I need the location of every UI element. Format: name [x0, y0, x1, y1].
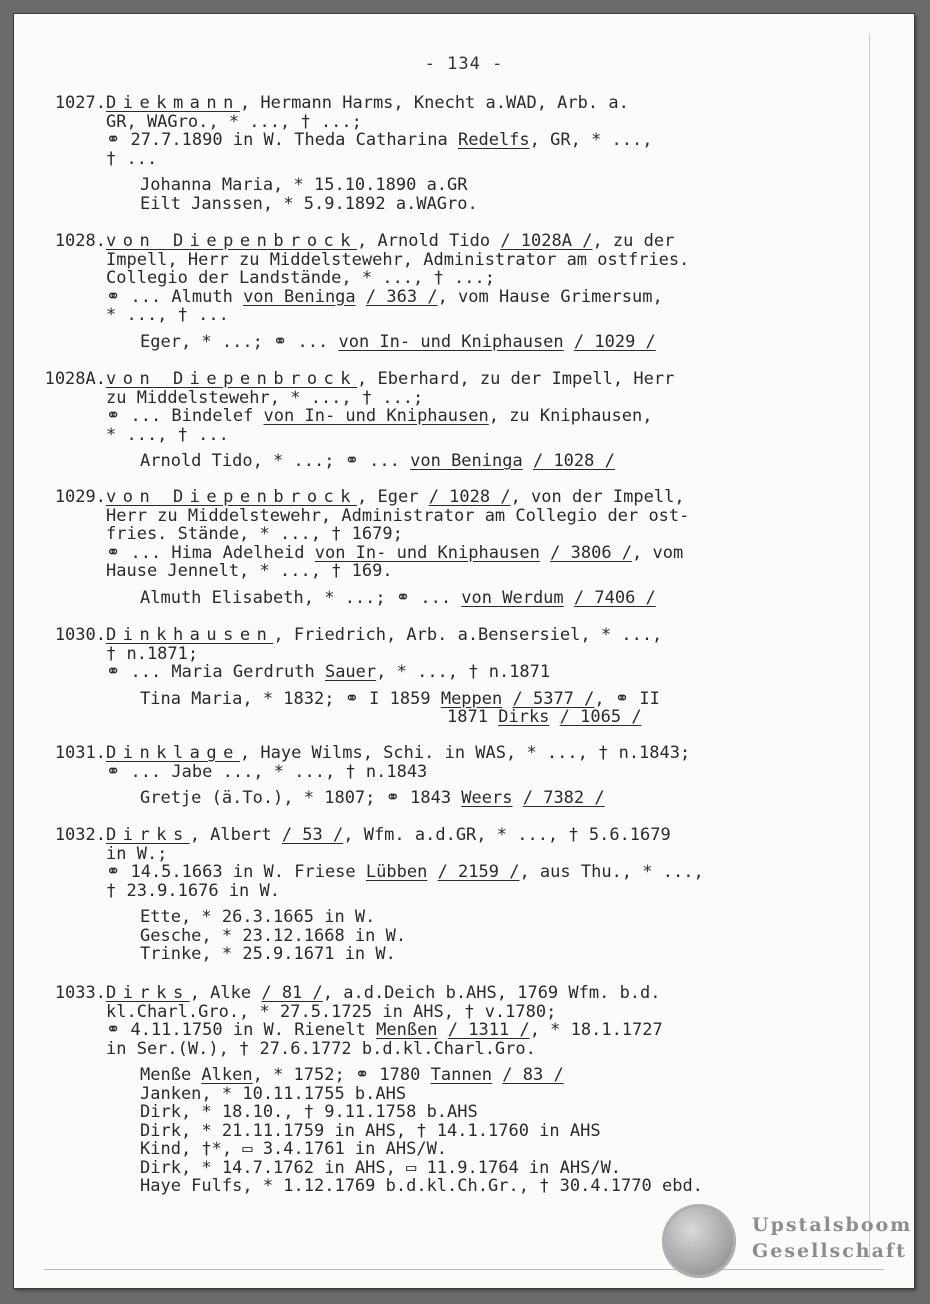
cross-reference: / 1028 /	[532, 451, 615, 471]
text-run: fries. Stände, * ..., † 1679;	[106, 524, 403, 544]
text-run: Ette, * 26.3.1665 in W.	[140, 907, 376, 927]
text-run: * ..., † ...	[106, 424, 229, 445]
entry-line	[106, 663, 662, 682]
cross-reference: / 7382 /	[522, 788, 605, 808]
cross-reference: / 1028 /	[428, 487, 511, 507]
text-run: ⚭ ... Almuth	[106, 286, 244, 307]
cross-reference: Lübben	[365, 862, 428, 882]
text-run: 1871	[140, 707, 499, 727]
cross-reference: / 53 /	[281, 825, 344, 845]
document-page	[14, 14, 914, 1288]
text-run: Johanna Maria, * 15.10.1890 a.GR	[140, 175, 468, 195]
cross-reference: / 363 /	[365, 286, 438, 307]
child-line	[106, 1066, 703, 1085]
entry-body	[106, 370, 674, 471]
cross-reference: / 1311 /	[447, 1020, 530, 1040]
text-run: Menße	[140, 1065, 202, 1085]
text-run: , aus Thu., * ...,	[519, 862, 704, 882]
child-line	[106, 176, 652, 195]
child-line	[106, 589, 689, 608]
text-run: ⚭ 14.5.1663 in W. Friese	[106, 862, 366, 882]
text-run: Tina Maria, * 1832; ⚭ I 1859	[140, 688, 441, 709]
text-run: ⚭ 4.11.1750 in W. Rienelt	[106, 1020, 377, 1040]
logo-text	[752, 1212, 912, 1264]
entry-line	[106, 544, 689, 563]
text-run: † 23.9.1676 in W.	[106, 880, 280, 901]
entry-line	[106, 251, 689, 270]
text-run: , von der Impell,	[510, 487, 685, 507]
text-run	[549, 707, 559, 727]
cross-reference: von In- und Kniphausen	[338, 331, 564, 352]
child-line	[106, 789, 690, 808]
surname: Dirks	[106, 825, 190, 845]
entry-line	[106, 488, 689, 507]
text-run	[492, 1065, 502, 1085]
entry-line	[106, 507, 689, 526]
text-run: Almuth Elisabeth, * ...; ⚭ ...	[140, 587, 462, 608]
entry-line	[106, 1003, 703, 1022]
text-run	[564, 588, 574, 608]
text-run: , Eger	[357, 487, 429, 507]
entry-line	[106, 370, 674, 389]
text-run: ⚭ ... Bindelef	[106, 406, 264, 426]
text-run: Hause Jennelt, * ..., † 169.	[106, 561, 393, 581]
entry-body	[106, 826, 704, 964]
cross-reference: Tannen	[430, 1065, 493, 1085]
text-run: Impell, Herr zu Middelstewehr, Administrator am ostfries.	[106, 249, 690, 270]
child-line	[106, 195, 652, 214]
surname: Diekmann	[106, 93, 240, 113]
entry-body	[106, 488, 689, 607]
entry-line	[106, 863, 704, 882]
child-line	[106, 690, 662, 709]
text-run	[356, 287, 366, 307]
surname: Dinkhausen	[106, 625, 274, 645]
text-run: Herr zu Middelstewehr, Administrator am Collegio der ost-	[106, 505, 690, 526]
text-run: , ⚭ II	[594, 688, 660, 709]
text-run: Dirk, * 21.11.1759 in AHS, † 14.1.1760 in AHS	[140, 1120, 601, 1141]
text-run: , * 18.1.1727	[529, 1020, 663, 1040]
child-line	[106, 1103, 703, 1122]
text-run	[512, 788, 522, 808]
text-run: in W.;	[106, 843, 168, 864]
text-run: ⚭ ... Maria Gerdruth	[106, 662, 325, 682]
child-line	[106, 1140, 703, 1159]
cross-reference: von In- und Kniphausen	[263, 406, 489, 426]
entry-number: 1028.	[54, 231, 106, 251]
text-run: Gesche, * 23.12.1668 in W.	[140, 925, 407, 946]
cross-reference: / 7406 /	[573, 587, 656, 608]
cross-reference: Menßen	[376, 1020, 438, 1040]
text-run: , GR, * ...,	[529, 130, 653, 150]
entry-line	[106, 131, 652, 150]
text-run	[540, 543, 550, 563]
cross-reference: Redelfs	[458, 130, 530, 150]
text-run: Haye Fulfs, * 1.12.1769 b.d.kl.Ch.Gr., † 30.4.1770 ebd.	[140, 1176, 703, 1196]
text-run: Gretje (ä.To.), * 1807; ⚭ 1843	[140, 788, 462, 808]
surname: Dirks	[106, 983, 190, 1003]
cross-reference: Sauer	[324, 662, 377, 682]
upstalsboom-logo	[662, 1202, 922, 1282]
text-run: , Wfm. a.d.GR, * ..., † 5.6.1679	[343, 825, 671, 845]
entry-line	[106, 150, 652, 169]
entry-line	[106, 288, 689, 307]
entry-line	[106, 763, 690, 782]
entry-body	[106, 94, 652, 213]
entry-body	[106, 744, 690, 808]
text-run: Kind, †*, ▭ 3.4.1761 in AHS/W.	[140, 1139, 448, 1159]
text-run: , Friedrich, Arb. a.Bensersiel, * ...,	[273, 625, 663, 645]
text-run: , Albert	[189, 825, 282, 845]
entry-line	[106, 389, 674, 408]
child-line	[106, 1159, 703, 1178]
text-run: kl.Charl.Gro., * 27.5.1725 in AHS, † v.1780;	[106, 1001, 557, 1022]
entry-line	[106, 845, 704, 864]
entry-line	[106, 645, 662, 664]
entry-body	[106, 626, 662, 727]
cross-reference: von In- und Kniphausen	[314, 542, 540, 563]
text-run: , Haye Wilms, Schi. in WAS, * ..., † n.1843;	[239, 743, 691, 763]
surname: von Diepenbrock	[106, 369, 358, 389]
entry-line	[106, 269, 689, 288]
text-run: ⚭ ... Jabe ..., * ..., † n.1843	[106, 761, 428, 782]
cross-reference: / 1028A /	[500, 231, 593, 251]
entry-body	[106, 232, 689, 351]
page-edge-line-right	[869, 34, 870, 1258]
entry-line	[106, 1040, 703, 1059]
cross-reference: von Werdum	[461, 587, 564, 608]
page-number: - 134 -	[424, 54, 504, 74]
cross-reference: von Beninga	[243, 286, 356, 307]
child-line	[106, 908, 704, 927]
text-run: Trinke, * 25.9.1671 in W.	[140, 944, 396, 964]
text-run: , Arnold Tido	[357, 231, 501, 251]
text-run: , a.d.Deich b.AHS, 1769 Wfm. b.d.	[322, 983, 661, 1003]
text-run: ⚭ 27.7.1890 in W. Theda Catharina	[106, 130, 458, 150]
child-line	[106, 1177, 703, 1196]
cross-reference: / 3806 /	[550, 542, 633, 563]
surname: von Diepenbrock	[106, 487, 358, 507]
text-run: Dirk, * 18.10., † 9.11.1758 b.AHS	[140, 1102, 478, 1122]
cross-reference: / 1065 /	[559, 707, 642, 727]
entry-line	[106, 525, 689, 544]
entry-line	[106, 984, 703, 1003]
text-run: Eilt Janssen, * 5.9.1892 a.WAGro.	[140, 193, 478, 214]
text-run: , * ..., † n.1871	[376, 662, 551, 682]
entry-line	[106, 94, 652, 113]
text-run: , vom	[632, 542, 684, 563]
text-run: GR, WAGro., * ..., † ...;	[106, 111, 362, 132]
entry-line	[106, 826, 704, 845]
entry-number: 1033.	[54, 983, 106, 1003]
text-run: Janken, * 10.11.1755 b.AHS	[140, 1083, 407, 1104]
child-line	[106, 945, 704, 964]
text-run: † ...	[106, 148, 158, 169]
cross-reference: Weers	[461, 788, 513, 808]
entry-line	[106, 306, 689, 325]
surname: von Diepenbrock	[106, 231, 358, 251]
text-run: Eger, * ...; ⚭ ...	[140, 331, 339, 352]
entry-line	[106, 562, 689, 581]
entry-line	[106, 882, 704, 901]
entry-number: 1031.	[54, 743, 106, 763]
entry-number: 1029.	[54, 487, 106, 507]
entry-line	[106, 113, 652, 132]
text-run	[438, 1020, 448, 1040]
text-run: zu Middelstewehr, * ..., † ...;	[106, 387, 424, 408]
cross-reference: von Beninga	[410, 451, 523, 471]
text-run: , * 1752; ⚭ 1780	[252, 1065, 431, 1085]
logo-line-2: Gesellschaft	[752, 1240, 907, 1262]
text-run: , Hermann Harms, Knecht a.WAD, Arb. a.	[239, 93, 629, 113]
text-run	[427, 862, 437, 882]
entry-line	[106, 626, 662, 645]
text-run: ⚭ ... Hima Adelheid	[106, 542, 315, 563]
entry-line	[106, 407, 674, 426]
text-run: in Ser.(W.), † 27.6.1772 b.d.kl.Charl.Gro.	[106, 1038, 536, 1059]
text-run: Arnold Tido, * ...; ⚭ ...	[140, 451, 411, 471]
entry-line	[106, 232, 689, 251]
child-line	[106, 452, 674, 471]
seal-icon	[662, 1204, 736, 1278]
text-run	[502, 689, 512, 709]
child-line	[106, 1122, 703, 1141]
text-run	[523, 451, 533, 471]
text-run: , vom Hause Grimersum,	[437, 286, 663, 307]
child-line	[106, 708, 662, 727]
logo-line-1: Upstalsboom	[752, 1214, 913, 1236]
child-line	[106, 1085, 703, 1104]
entry-line	[106, 744, 690, 763]
text-run	[564, 332, 574, 352]
entry-number: 1032.	[54, 825, 106, 845]
cross-reference: / 1029 /	[573, 331, 656, 352]
text-run: , zu der	[592, 231, 675, 251]
text-run: , Eberhard, zu der Impell, Herr	[357, 369, 675, 389]
cross-reference: Alken	[201, 1065, 253, 1085]
entry-number: 1027.	[54, 93, 106, 113]
text-run: Collegio der Landstände, * ..., † ...;	[106, 268, 495, 288]
child-line	[106, 333, 689, 352]
entry-number: 1030.	[54, 625, 106, 645]
cross-reference: / 81 /	[261, 983, 323, 1003]
text-run: , Alke	[189, 983, 262, 1003]
surname: Dinklage	[106, 743, 240, 763]
entry-body	[106, 984, 703, 1196]
child-line	[106, 927, 704, 946]
text-run: , zu Kniphausen,	[488, 406, 653, 426]
text-run: † n.1871;	[106, 643, 199, 664]
entry-line	[106, 1021, 703, 1040]
cross-reference: / 2159 /	[437, 862, 520, 882]
cross-reference: Meppen	[440, 688, 503, 709]
entry-line	[106, 426, 674, 445]
cross-reference: / 83 /	[502, 1065, 564, 1085]
text-run: Dirk, * 14.7.1762 in AHS, ▭ 11.9.1764 in AHS/W.	[140, 1157, 622, 1178]
cross-reference: / 5377 /	[512, 688, 595, 709]
text-run: * ..., † ...	[106, 305, 229, 325]
entry-number: 1028A.	[44, 369, 106, 389]
cross-reference: Dirks	[498, 707, 550, 727]
